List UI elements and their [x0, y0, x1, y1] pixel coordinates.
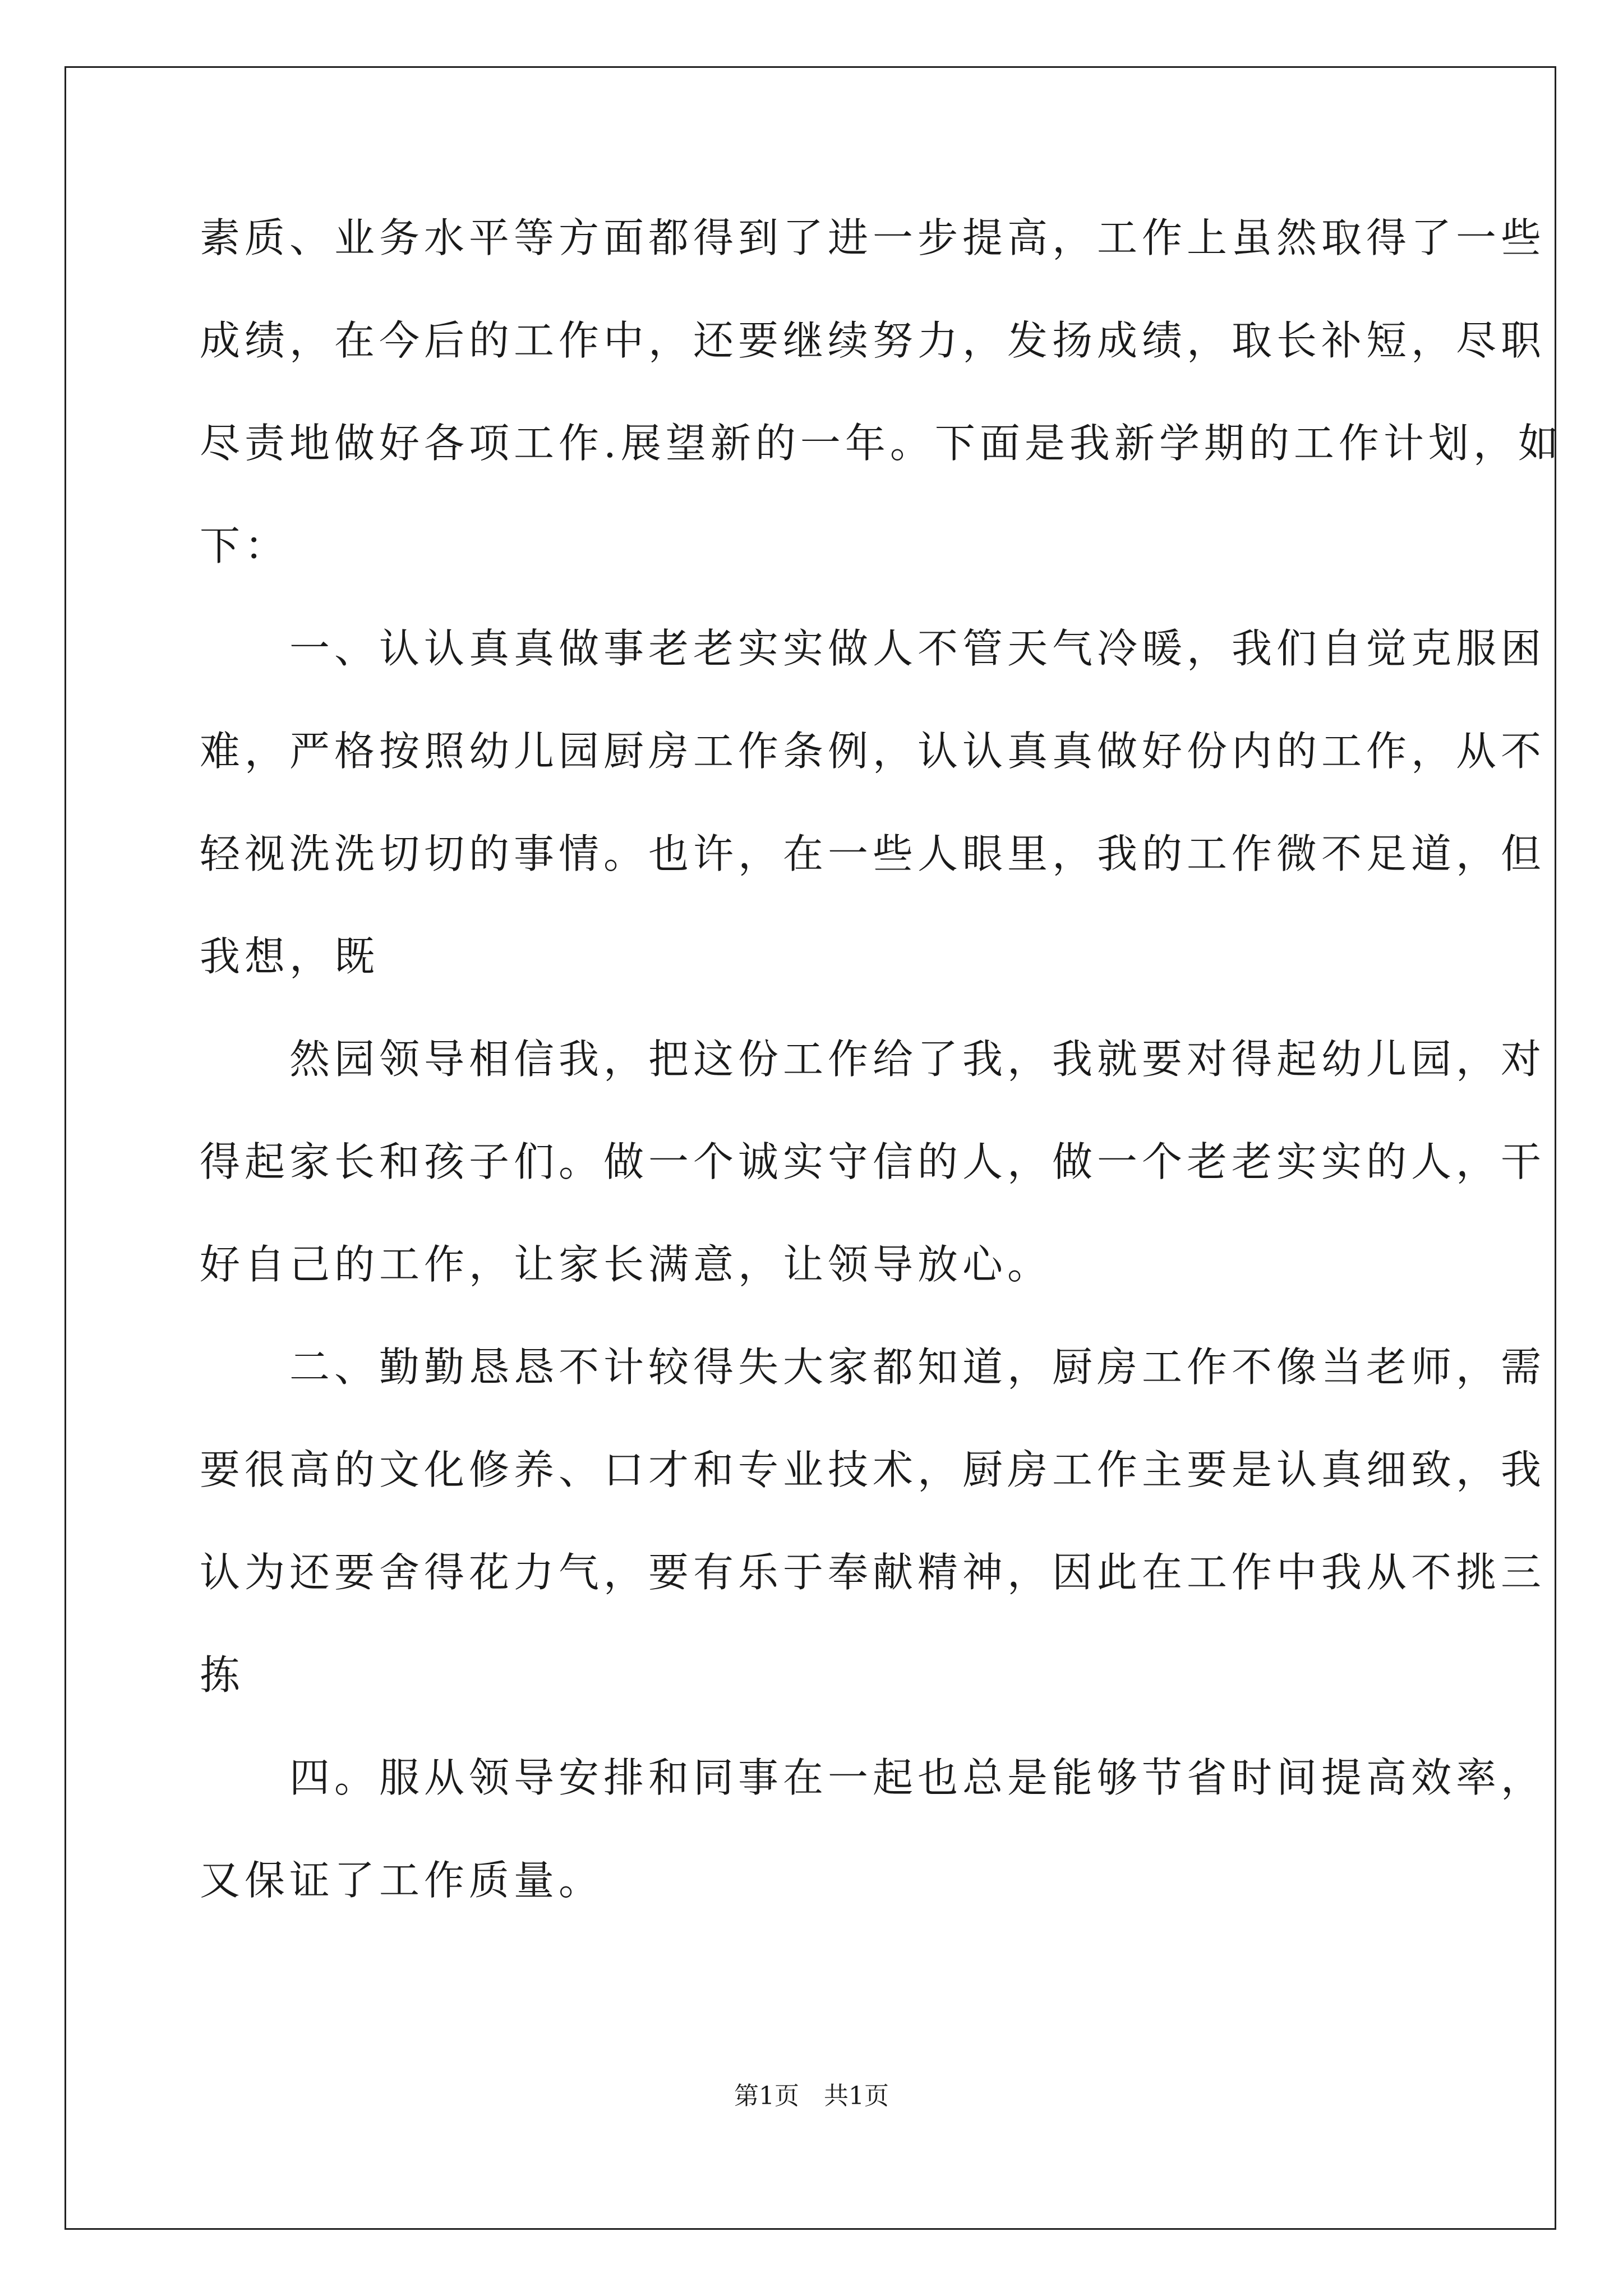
document-body: [200, 212, 1563, 1957]
text-line: 尽责地做好各项工作.展望新的一年。下面是我新学期的工作计划，如: [200, 420, 1563, 467]
text-line: 认为还要舍得花力气，要有乐于奉献精神，因此在工作中我从不挑三: [200, 1549, 1546, 1596]
text-line: 四。服从领导安排和同事在一起也总是能够节省时间提高效率，: [200, 1754, 1546, 1801]
text-line: 又保证了工作质量。: [200, 1857, 604, 1904]
text-line: 素质、业务水平等方面都得到了进一步提高，工作上虽然取得了一些: [200, 214, 1546, 261]
text-line: 二、勤勤恳恳不计较得失大家都知道，厨房工作不像当老师，需: [200, 1343, 1546, 1391]
text-line: 得起家长和孩子们。做一个诚实守信的人，做一个老老实实的人，干: [200, 1138, 1546, 1185]
text-line: 好自己的工作，让家长满意，让领导放心。: [200, 1241, 1053, 1288]
text-line: 然园领导相信我，把这份工作给了我，我就要对得起幼儿园，对: [200, 1036, 1546, 1083]
text-line: 一、认认真真做事老老实实做人不管天气冷暖，我们自觉克服困: [200, 625, 1546, 672]
text-line: 我想，既: [200, 933, 380, 980]
text-line: 难，严格按照幼儿园厨房工作条例，认认真真做好份内的工作，从不: [200, 728, 1546, 775]
text-line: 拣: [200, 1651, 245, 1699]
text-line: 成绩，在今后的工作中，还要继续努力，发扬成绩，取长补短，尽职: [200, 317, 1546, 364]
page-footer: 第1页 共1页: [734, 2082, 889, 2110]
text-line: 要很高的文化修养、口才和专业技术，厨房工作主要是认真细致，我: [200, 1446, 1546, 1493]
text-line: 轻视洗洗切切的事情。也许，在一些人眼里，我的工作微不足道，但: [200, 830, 1546, 877]
text-line: 下：: [200, 522, 290, 569]
